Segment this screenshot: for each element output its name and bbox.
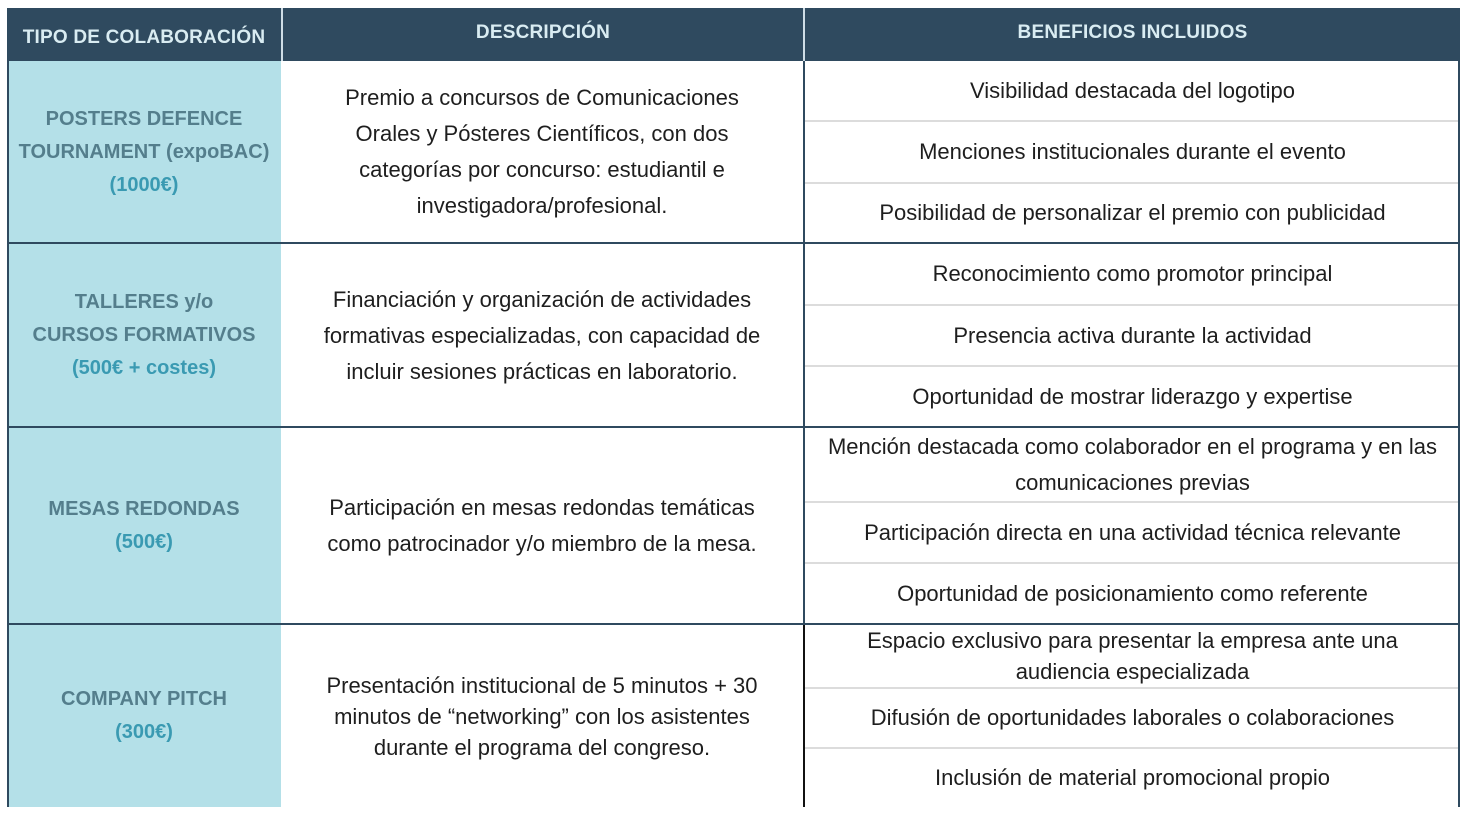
benefit-item: Reconocimiento como promotor principal — [805, 244, 1460, 306]
collab-type-name: MESAS REDONDAS — [48, 497, 240, 520]
benefits-list — [805, 625, 1460, 807]
collab-type-price: (500€ + costes) — [72, 357, 216, 379]
benefit-item: Oportunidad de mostrar liderazgo y expertise — [912, 384, 1353, 410]
benefit-item: Difusión de oportunidades laborales o colaboraciones — [805, 689, 1460, 749]
benefits-list — [805, 61, 1460, 243]
benefit-item: Oportunidad de posicionamiento como referente — [897, 580, 1368, 606]
header-description: DESCRIPCIÓN — [475, 21, 611, 43]
benefit-item: Inclusión de material promocional propio — [935, 765, 1330, 790]
benefit-item: Espacio exclusivo para presentar la empresa ante una audiencia especializada — [805, 625, 1460, 689]
collab-type-name: TALLERES y/o CURSOS FORMATIVOS — [32, 291, 256, 346]
table-left-border — [7, 61, 9, 807]
header-type: TIPO DE COLABORACIÓN — [22, 26, 266, 48]
collab-type-cell — [7, 61, 281, 243]
benefit-item: Visibilidad destacada del logotipo — [805, 61, 1460, 122]
collab-type-cell — [7, 244, 281, 427]
benefits-list — [805, 244, 1460, 427]
collab-type-cell — [7, 428, 281, 623]
description-cell: Financiación y organización de actividades formativas especializadas, con capacidad de incluir sesiones prácticas en laboratorio. — [281, 244, 803, 427]
collab-type-price: (500€) — [115, 530, 173, 553]
benefit-item: Participación directa en una actividad técnica relevante — [805, 503, 1460, 564]
header-benefits: BENEFICIOS INCLUIDOS — [1017, 21, 1248, 43]
collab-type-name: POSTERS DEFENCE TOURNAMENT (expoBAC) — [18, 107, 270, 163]
collab-type-name: COMPANY PITCH — [61, 688, 227, 710]
collab-type-price: (1000€) — [109, 173, 179, 196]
table-row — [7, 244, 1460, 427]
table-row — [7, 428, 1460, 623]
benefit-item: Posibilidad de personalizar el premio con publicidad — [879, 200, 1386, 226]
description-cell: Presentación institucional de 5 minutos + 30 minutos de “networking” con los asistentes durante el programa del congreso. — [281, 625, 803, 807]
benefit-item: Mención destacada como colaborador en el programa y en las comunicaciones previas — [805, 428, 1460, 503]
table-row — [7, 61, 1460, 243]
benefits-list — [805, 428, 1460, 623]
sponsorship-table — [7, 8, 1460, 807]
description-cell: Premio a concursos de Comunicaciones Orales y Pósteres Científicos, con dos categorías por concurso: estudiantil e investigadora/profesional. — [281, 61, 803, 243]
collab-type-price: (300€) — [115, 721, 173, 743]
table-row — [7, 625, 1460, 807]
description-cell: Participación en mesas redondas temáticas como patrocinador y/o miembro de la mesa. — [281, 428, 803, 623]
table-header — [7, 8, 1460, 61]
benefit-item: Menciones institucionales durante el evento — [805, 122, 1460, 183]
table-right-border — [1458, 61, 1460, 807]
collab-type-cell — [7, 625, 281, 807]
benefit-item: Presencia activa durante la actividad — [805, 306, 1460, 368]
